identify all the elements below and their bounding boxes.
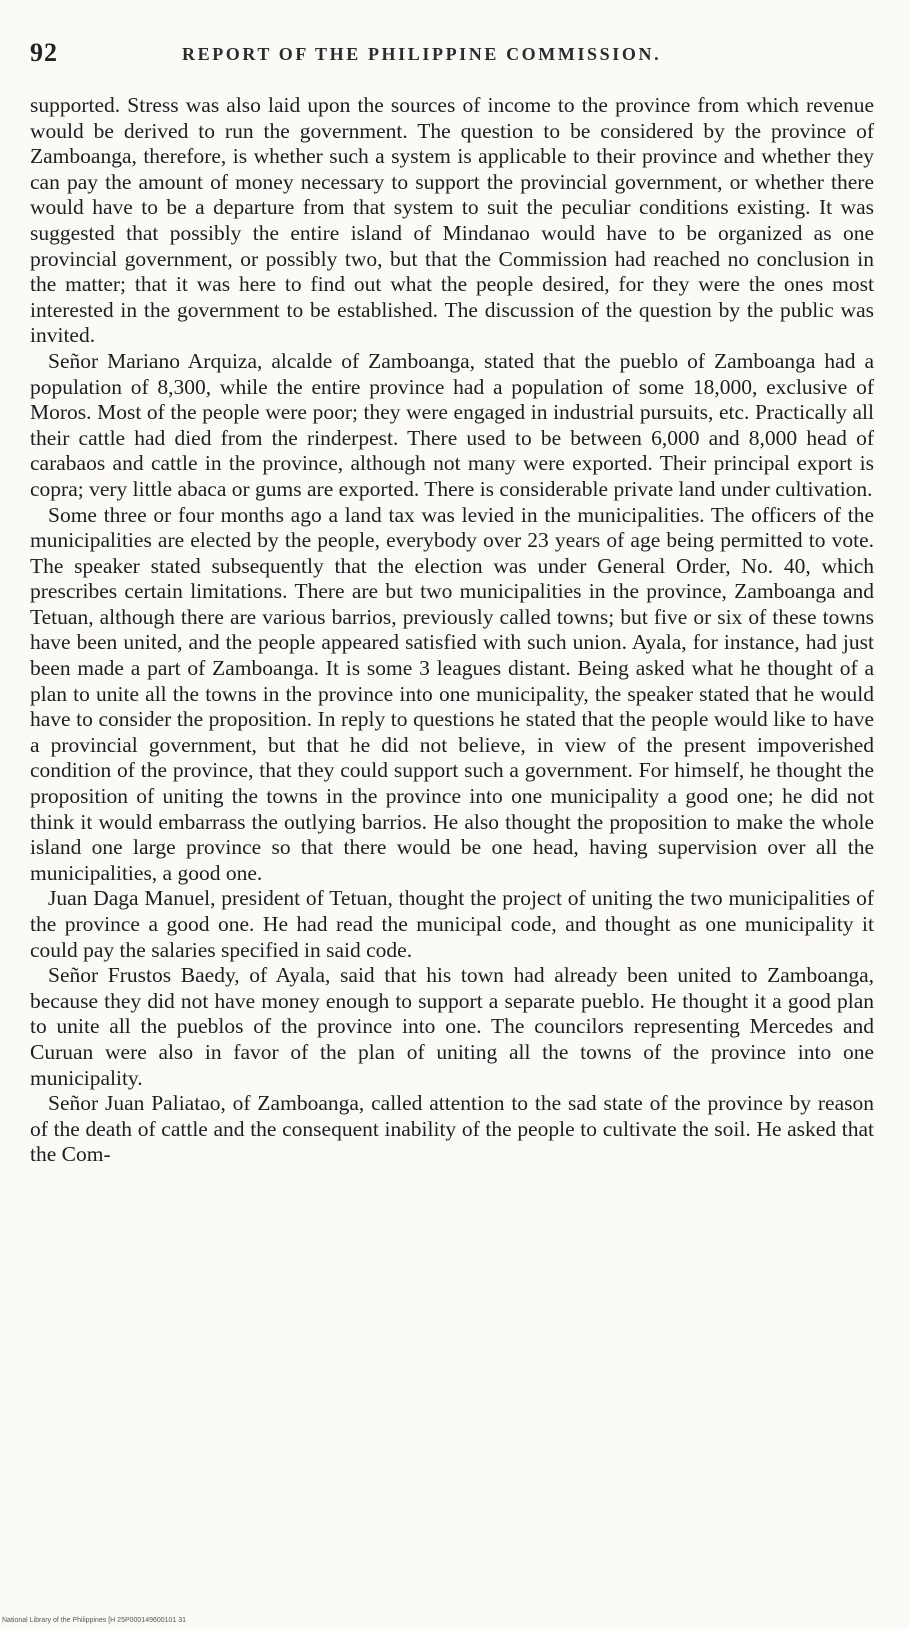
paragraph-arquiza: Señor Mariano Arquiza, alcalde of Zamboanga, stated that the pueblo of Zamboanga had a population of 8,300, while the entire province had a population of some 18,000, exclusive of Moros. Most of the people were poor; they were engaged in industrial pursuits, etc. Practically all their cattle had died from the rinderpest. There used to be between 6,000 and 8,000 head of carabaos and cattle in the province, although not many were exported. Their principal export is copra; very little abaca or gums are exported. There is considerable private land under cultivation. [30, 348, 874, 501]
paragraph-daga-manuel: Juan Daga Manuel, president of Tetuan, thought the project of uniting the two municipalities of the province a good one. He had read the municipal code, and thought as one municipality it could pay the salaries specified in said code. [30, 886, 874, 962]
paragraph-paliatao: Señor Juan Paliatao, of Zamboanga, called attention to the sad state of the province by reason of the death of cattle and the consequent inability of the people to cultivate the soil. He asked that the Com- [30, 1091, 874, 1167]
page-number: 92 [30, 38, 58, 67]
paragraph-land-tax: Some three or four months ago a land tax was levied in the municipalities. The officers of the municipalities are elected by the people, everybody over 23 years of age being permitted to vote. The speaker stated subsequently that the election was under General Order, No. 40, which prescribes certain limitations. There are but two municipalities in the province, Zamboanga and Tetuan, although there are various barrios, previously called towns; but five or six of these towns have been united, and the people appeared satisfied with such union. Ayala, for instance, had just been made a part of Zamboanga. It is some 3 leagues distant. Being asked what he thought of a plan to unite all the towns in the province into one municipality, the speaker stated that he would have to consider the proposition. In reply to questions he stated that the people would like to have a provincial government, but that he did not believe, in view of the present impoverished condition of the province, that they could support such a government. For himself, he thought the proposition of uniting the towns in the province into one municipality a good one; he did not think it would embarrass the outlying barrios. He also thought the proposition to make the whole island one large province so that there would be one head, having supervision over all the municipalities, a good one. [30, 502, 874, 885]
scan-footer: National Library of the Philippines [H 25P000149600101 31 [2, 1617, 187, 1624]
page-header [30, 38, 872, 70]
paragraph-continued: supported. Stress was also laid upon the sources of income to the province from which revenue would be derived to run the government. The question to be considered by the province of Zamboanga, therefore, is whether such a system is applicable to their province and whether they can pay the amount of money necessary to support the provincial government, or whether there would have to be a departure from that system to suit the peculiar conditions existing. It was suggested that possibly the entire island of Mindanao would have to be organized as one provincial government, or possibly two, but that the Commission had reached no conclusion in the matter; that it was here to find out what the people desired, for they were the ones most interested in the government to be established. The discussion of the question by the public was invited. [30, 93, 874, 348]
running-head: REPORT OF THE PHILIPPINE COMMISSION. [182, 44, 662, 64]
body-text [30, 93, 874, 1168]
paragraph-baedy: Señor Frustos Baedy, of Ayala, said that his town had already been united to Zamboanga, because they did not have money enough to support a separate pueblo. He thought it a good plan to unite all the pueblos of the province into one. The councilors representing Mercedes and Curuan were also in favor of the plan of uniting all the towns of the province into one municipality. [30, 963, 874, 1090]
